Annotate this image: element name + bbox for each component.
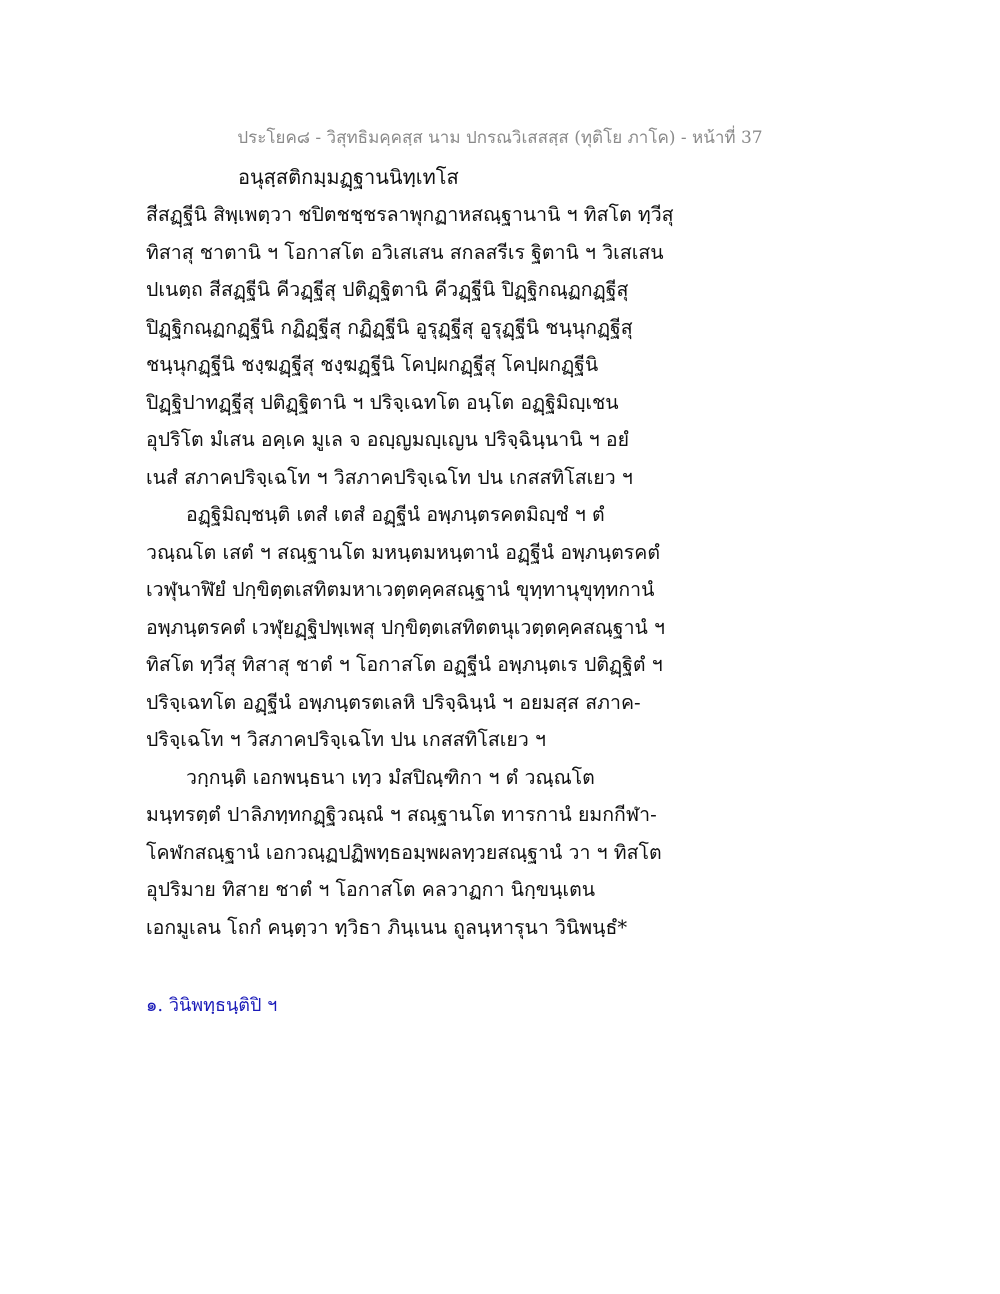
text-line: ปิฏฺฐิปาทฏฺฐีสุ ปติฏฺฐิตานิ ฯ ปริจฺเฉทโต อนฺโต อฏฺฐิมิญฺเชน <box>146 390 619 414</box>
text-line: ปริจฺเฉโท ฯ วิสภาคปริจฺเฉโท ปน เกสสทิโสเยว ฯ <box>146 728 546 751</box>
body-text <box>146 196 706 946</box>
section-title: อนุสฺสติกมฺมฏฺฐานนิทฺเทโส <box>238 165 459 189</box>
text-line: ทิสาสุ ชาตานิ ฯ โอกาสโต อวิเสเสน สกลสรีเร ฐิตานิ ฯ วิเสเสน <box>146 240 664 264</box>
text-line: เอกมูเลน โถกํ คนฺตฺวา ทฺวิธา ภินฺเนน ถูลนฺหารุนา วินิพนฺธํ* <box>146 915 628 939</box>
text-line: ปริจฺเฉทโต อฏฺฐีนํ อพฺภนฺตรตเลหิ ปริจฺฉินฺนํ ฯ อยมสฺส สภาค- <box>146 690 641 714</box>
text-line: ปิฏฺฐิกณฺฏกฏฺฐีนิ กฏิฏฺฐีสุ กฏิฏฺฐีนิ อูรุฏฺฐีสุ อูรุฏฺฐีนิ ชนฺนุกฏฺฐีสุ <box>146 315 633 339</box>
text-line: อฏฺฐิมิญฺชนฺติ เตสํ เตสํ อฏฺฐีนํ อพฺภนฺตรคตมิญฺชํ ฯ ตํ <box>186 503 605 526</box>
text-line: อพฺภนฺตรคตํ เวฬุยฏฺฐิปพฺเพสุ ปกฺขิตฺตเสทิตตนุเวตฺตคฺคสณฺฐานํ ฯ <box>146 615 665 639</box>
text-line: ทิสโต ทฺวีสุ ทิสาสุ ชาตํ ฯ โอกาสโต อฏฺฐีนํ อพฺภนฺตเร ปติฏฺฐิตํ ฯ <box>146 653 663 676</box>
text-line: เนสํ สภาคปริจฺเฉโท ฯ วิสภาคปริจฺเฉโท ปน เกสสทิโสเยว ฯ <box>146 465 633 489</box>
text-line: สีสฏฺฐีนิ สิพฺเพตฺวา ชปิตชชฺชรลาพุกฏาหสณฺฐานานิ ฯ ทิสโต ทฺวีสุ <box>146 203 674 226</box>
text-line: ปเนตฺถ สีสฏฺฐีนิ คีวฏฺฐีสุ ปติฏฺฐิตานิ คีวฏฺฐีนิ ปิฏฺฐิกณฺฏกฏฺฐีสุ <box>146 278 629 301</box>
text-line: วกฺกนฺติ เอกพนฺธนา เทฺว มํสปิณฺฑิกา ฯ ตํ วณฺณโต <box>186 765 595 789</box>
text-line: อุปริโต มํเสน อคฺเค มูเล จ อญฺญมญฺเญน ปริจฺฉินฺนานิ ฯ อยํ <box>146 428 630 451</box>
text-line: วณฺณโต เสตํ ฯ สณฺฐานโต มหนฺตมหนฺตานํ อฏฺฐีนํ อพฺภนฺตรคตํ <box>146 540 660 564</box>
text-line: โคฬกสณฺฐานํ เอกวณฺฏปฏิพทฺธอมฺพผลทฺวยสณฺฐานํ วา ฯ ทิสโต <box>146 840 662 864</box>
text-line: เวฬุนาฬิยํ ปกฺขิตฺตเสทิตมหาเวตฺตคฺคสณฺฐานํ ขุทฺทานุขุทฺทกานํ <box>146 578 655 601</box>
text-line: มนฺทรตฺตํ ปาลิภทฺทกฏฺฐิวณฺณํ ฯ สณฺฐานโต ทารกานํ ยมกกีฬา- <box>146 803 657 826</box>
running-header: ประโยค๘ - วิสุทธิมคฺคสฺส นาม ปกรณวิเสสสฺส (ทุติโย ภาโค) - หน้าที่ 37 <box>237 128 763 148</box>
footnote: ๑. วินิพทฺธนฺติปิ ฯ <box>146 995 278 1016</box>
text-line: ชนฺนุกฏฺฐีนิ ชงฺฆฏฺฐีสุ ชงฺฆฏฺฐีนิ โคปฺผกฏฺฐีสุ โคปฺผกฏฺฐีนิ <box>146 353 599 376</box>
text-line: อุปริมาย ทิสาย ชาตํ ฯ โอกาสโต คลวาฏกา นิกฺขนฺเตน <box>146 878 596 901</box>
